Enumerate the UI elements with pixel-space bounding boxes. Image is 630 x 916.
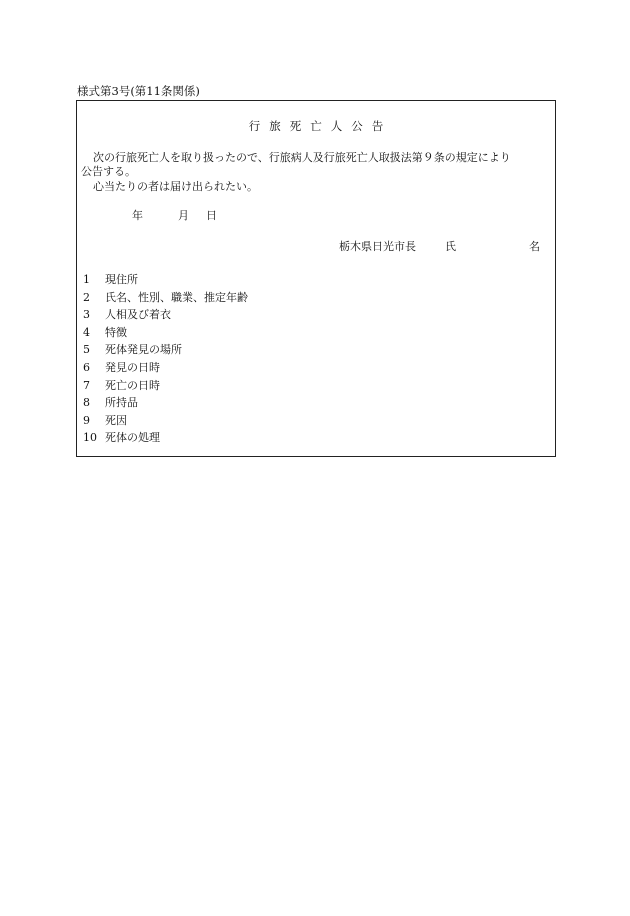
notice-body-line-3: 心当たりの者は届け出られたい。 xyxy=(93,180,258,193)
list-item xyxy=(83,271,248,289)
date-month-label: 月 xyxy=(178,209,189,222)
form-number-label: 様式第3号(第11条関係) xyxy=(77,84,200,98)
list-item xyxy=(83,341,248,359)
list-item xyxy=(83,306,248,324)
notice-body-line-1: 次の行旅死亡人を取り扱ったので、行旅病人及行旅死亡人取扱法第９条の規定により xyxy=(93,151,511,164)
item-label: 現住所 xyxy=(105,273,138,286)
item-number: 6 xyxy=(83,360,90,374)
item-number: 5 xyxy=(83,343,90,357)
item-label: 氏名、性別、職業、推定年齢 xyxy=(105,290,248,304)
notice-item-list xyxy=(83,271,248,447)
item-label: 発見の日時 xyxy=(105,360,160,374)
item-number: 3 xyxy=(83,308,90,322)
signer-given-name-label: 名 xyxy=(529,240,540,253)
signer-office: 栃木県日光市長 xyxy=(339,240,416,253)
notice-form-box xyxy=(76,100,556,457)
item-number: 2 xyxy=(83,290,90,304)
item-label: 人相及び着衣 xyxy=(105,308,171,322)
list-item xyxy=(83,412,248,430)
item-number: 7 xyxy=(83,378,90,392)
item-number: 10 xyxy=(83,431,97,445)
item-number: 1 xyxy=(83,273,90,286)
signer-line xyxy=(339,240,540,254)
notice-title: 行旅死亡人公告 xyxy=(248,119,393,133)
item-label: 特徴 xyxy=(105,325,127,339)
list-item xyxy=(83,429,248,447)
item-label: 死因 xyxy=(105,413,127,427)
item-number: 9 xyxy=(83,413,90,427)
date-row xyxy=(132,209,217,223)
list-item xyxy=(83,324,248,342)
list-item xyxy=(83,394,248,412)
date-year-label: 年 xyxy=(132,209,143,222)
date-day-label: 日 xyxy=(206,209,217,222)
item-label: 所持品 xyxy=(105,396,138,410)
item-label: 死体の処理 xyxy=(105,431,160,445)
item-number: 4 xyxy=(83,325,90,339)
signer-family-name-label: 氏 xyxy=(445,240,456,253)
list-item xyxy=(83,377,248,395)
notice-body-line-2: 公告する。 xyxy=(81,165,136,178)
item-label: 死体発見の場所 xyxy=(105,343,182,357)
list-item xyxy=(83,359,248,377)
item-label: 死亡の日時 xyxy=(105,378,160,392)
list-item xyxy=(83,289,248,307)
item-number: 8 xyxy=(83,396,90,410)
